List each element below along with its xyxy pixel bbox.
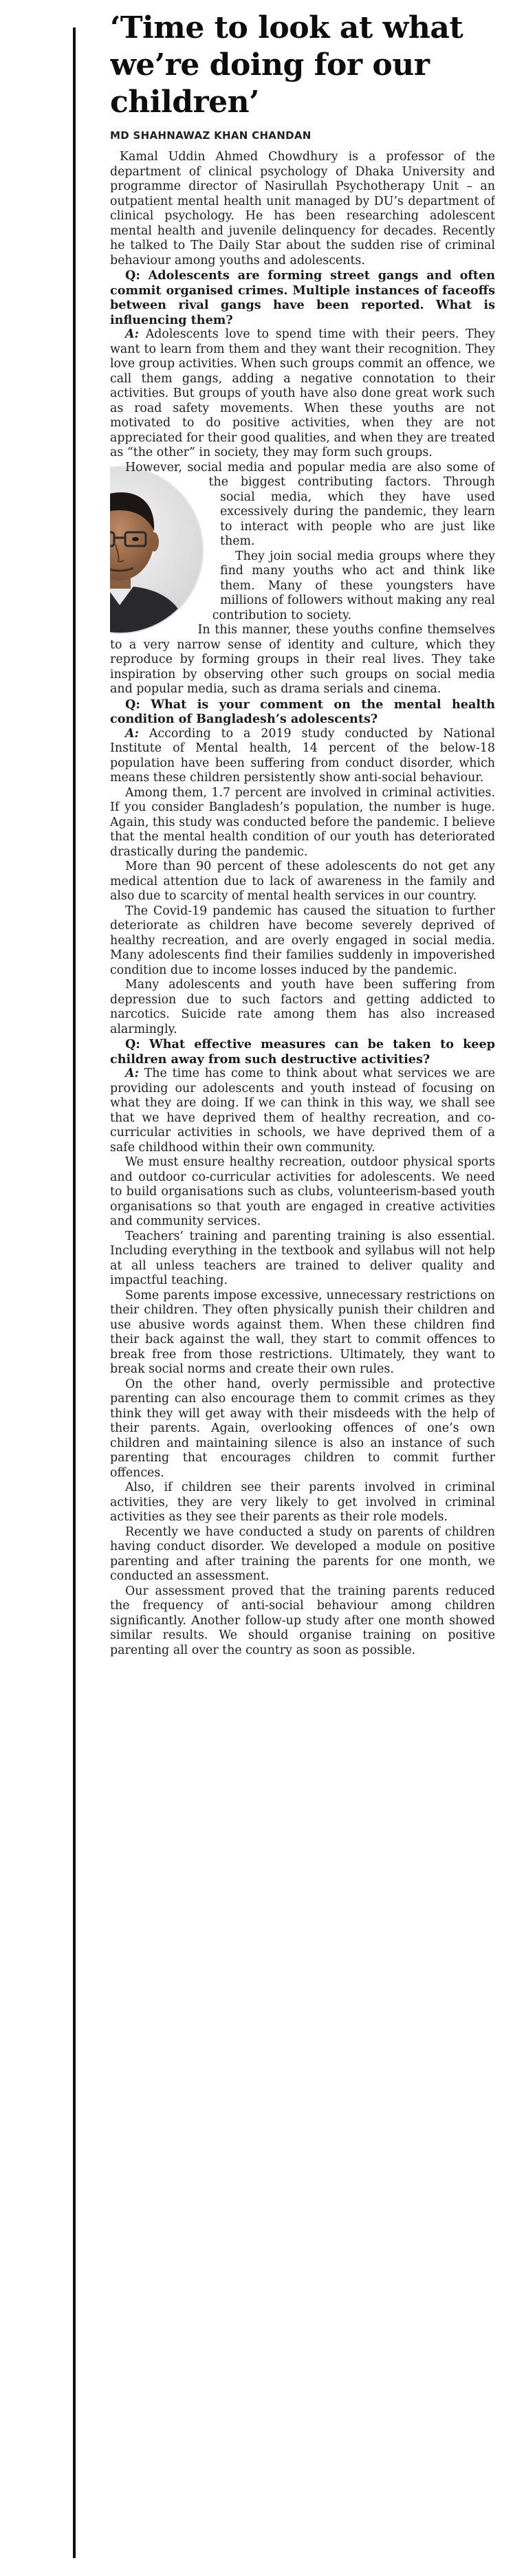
article-body bbox=[110, 150, 495, 1658]
body-paragraph: Recently we have conducted a study on parents of children having conduct disorder. We developed a module on positive parenting and after training the parents for one month, we conducted an assessment. bbox=[110, 1525, 495, 1583]
answer-text: Adolescents love to spend time with their peers. They want to learn from them and they want their recognition. They love group activities. When such groups commit an offence, we call them gangs, adding a negative connotation to their activities. But groups of youth have also done great work such as road safety movements. When these youths are not motivated to do positive activities, when they are not appreciated for their good qualities, and when they are treated as “the other” in society, they may form such groups. bbox=[110, 327, 495, 459]
body-paragraph: Teachers’ training and parenting training is also essential. Including everything in the textbook and syllabus will not help at all unless teachers are trained to deliver quality and impactful teaching. bbox=[110, 1229, 495, 1287]
answer-marker: A: bbox=[125, 1067, 139, 1080]
body-paragraph: We must ensure healthy recreation, outdoor physical sports and outdoor co-curricular activities for adolescents. We need to build organisations such as clubs, volunteerism-based youth organisations so that youth are engaged in creative activities and community services. bbox=[110, 1155, 495, 1228]
answer-1 bbox=[110, 327, 495, 461]
body-paragraph: However, social media and popular media are also some of the biggest contributing factors. Through social media, which they have used excessively during the pandemic, they learn to interact with people who are just like them. bbox=[125, 460, 495, 548]
column-rule bbox=[73, 28, 76, 2558]
body-paragraph: More than 90 percent of these adolescents do not get any medical attention due to lack of awareness in the family and also due to scarcity of mental health services in our country. bbox=[110, 860, 495, 903]
answer-2 bbox=[110, 727, 495, 786]
answer-text: According to a 2019 study conducted by National Institute of Mental health, 14 percent of the below-18 population have been suffering from conduct disorder, which means these children persistently show anti-social behaviour. bbox=[110, 726, 495, 785]
answer-marker: A: bbox=[125, 726, 139, 741]
headline: ‘Time to look at what we’re doing for our children’ bbox=[110, 10, 463, 120]
question-2: Q: What is your comment on the mental health condition of Bangladesh’s adolescents? bbox=[110, 697, 495, 726]
article bbox=[110, 10, 495, 2566]
body-paragraph: They join social media groups where they find many youths who act and think like them. Many of these youngsters have millions of followers without making any real contribution to society. bbox=[212, 549, 495, 622]
body-paragraph: In this manner, these youths confine themselves to a very narrow sense of identity and culture, which they reproduce by forming groups in their real lives. They take inspiration by observing other such groups on social media and popular media, such as drama serials and cinema. bbox=[110, 623, 495, 696]
body-paragraph: Many adolescents and youth have been suffering from depression due to such factors and getting addicted to narcotics. Suicide rate among them has also increased alarmingly. bbox=[110, 978, 495, 1036]
body-paragraph: The Covid-19 pandemic has caused the situation to further deteriorate as children have become severely deprived of healthy recreation, and are overly engaged in social media. Many adolescents find their families suddenly in impoverished condition due to income losses induced by the pandemic. bbox=[110, 904, 495, 977]
byline: MD SHAHNAWAZ KHAN CHANDAN bbox=[110, 129, 312, 142]
question-3: Q: What effective measures can be taken to keep children away from such destructive activities? bbox=[110, 1037, 495, 1067]
body-paragraph: Some parents impose excessive, unnecessary restrictions on their children. They often physically punish their children and use abusive words against them. When these children find their back against the wall, they start to commit offences to break free from those restrictions. Ultimately, they want to break social norms and create their own rules. bbox=[110, 1288, 495, 1376]
answer-text: The time has come to think about what services we are providing our adolescents and youth instead of focusing on what they are doing. If we can think in this way, we shall see that we have deprived them of healthy recreation, and co-curricular activities in schools, we have deprived them of a safe childhood within their own community. bbox=[110, 1067, 495, 1155]
body-paragraph: Also, if children see their parents involved in criminal activities, they are very likely to get involved in criminal activities as they see their parents as their role models. bbox=[110, 1481, 495, 1524]
intro-paragraph: Kamal Uddin Ahmed Chowdhury is a professor of the department of clinical psychology of Dhaka University and programme director of Nasirullah Psychotherapy Unit – an outpatient mental health unit managed by DU’s department of clinical psychology. He has been researching adolescent mental health and juvenile delinquency for decades. Recently he talked to The Daily Star about the sudden rise of criminal behaviour among youths and adolescents. bbox=[110, 150, 495, 268]
answer-3 bbox=[110, 1067, 495, 1155]
body-paragraph: On the other hand, overly permissible and protective parenting can also encourage them to commit crimes as they think they will get away with their misdeeds with the help of their parents. Again, overlooking offences of one’s own children and maintaining silence is also an instance of such parenting that encourages children to commit further offences. bbox=[110, 1377, 495, 1480]
body-paragraph: Our assessment proved that the training parents reduced the frequency of anti-social behaviour among children significantly. Another follow-up study after one month showed similar results. We should organise training on positive parenting all over the country as soon as possible. bbox=[110, 1584, 495, 1657]
answer-marker: A: bbox=[125, 327, 139, 341]
question-1: Q: Adolescents are forming street gangs and often commit organised crimes. Multiple instances of faceoffs between rival gangs have been reported. What is influencing them? bbox=[110, 268, 495, 327]
body-paragraph: Among them, 1.7 percent are involved in criminal activities. If you consider Bangladesh’s population, the number is huge. Again, this study was conducted before the pandemic. I believe that the mental health condition of our youth has deteriorated drastically during the pandemic. bbox=[110, 785, 495, 859]
